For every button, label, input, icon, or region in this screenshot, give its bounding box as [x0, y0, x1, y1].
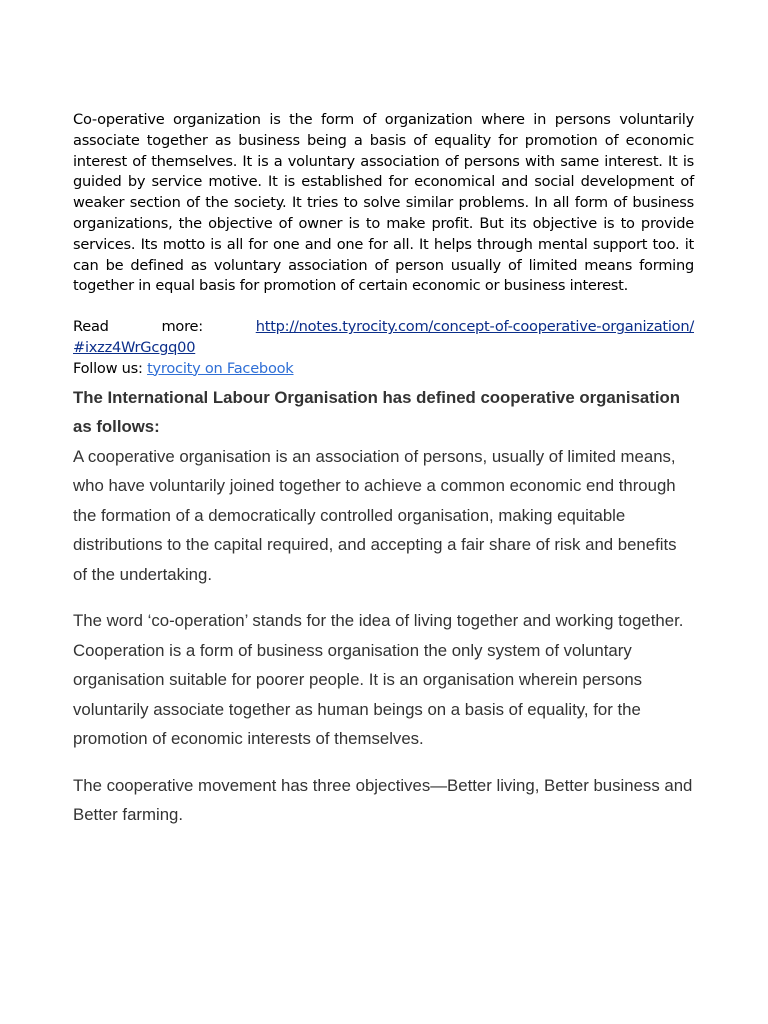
ilo-definition-paragraph: A cooperative organisation is an association of persons, usually of limited means, who have voluntarily joined together to achieve a common economic end through the formation of a democratically controlled organisation, making equitable distributions to the capital required, and accepting a fair share of risk and benefits of the undertaking.	[73, 446, 677, 584]
intro-paragraph: Co-operative organization is the form of organization where in persons voluntarily associate together as business being a basis of equality for promotion of economic interest of themselves. It is a voluntary association of persons with same interest. It is guided by service motive. It is established for economical and social development of weaker section of the society. It tries to solve similar problems. In all form of business organizations, the objective of owner is to make profit. But its objective is to provide services. Its motto is all for one and one for all. It helps through mental support too. it can be defined as voluntary association of person usually of limited means forming together in equal basis for promotion of certain economic or business interest.	[73, 111, 694, 295]
read-label: Read	[73, 318, 109, 336]
objectives-paragraph: The cooperative movement has three objectives—Better living, Better business and Better farming.	[73, 775, 693, 825]
facebook-link[interactable]: tyrocity on Facebook	[147, 359, 294, 377]
read-more-line	[73, 317, 694, 338]
follow-us-label: Follow us:	[73, 359, 143, 377]
follow-us-line	[73, 359, 694, 380]
read-more-link-continued	[73, 338, 694, 359]
read-more-link-fragment[interactable]: #ixzz4WrGcgq00	[73, 338, 196, 356]
cooperation-meaning-paragraph: The word ‘co-operation’ stands for the idea of living together and working together. Cooperation is a form of business organisation the only system of voluntary organisation suitable for poorer people. It is an organisation wherein persons voluntarily associate together as human beings on a basis of equality, for the promotion of economic interests of themselves.	[73, 611, 684, 749]
ilo-heading: The International Labour Organisation has defined cooperative organisation as follows:	[73, 387, 681, 437]
more-label: more:	[161, 318, 203, 336]
document-page	[73, 110, 694, 830]
read-more-link[interactable]: http://notes.tyrocity.com/concept-of-cooperative-organization/	[255, 318, 695, 336]
